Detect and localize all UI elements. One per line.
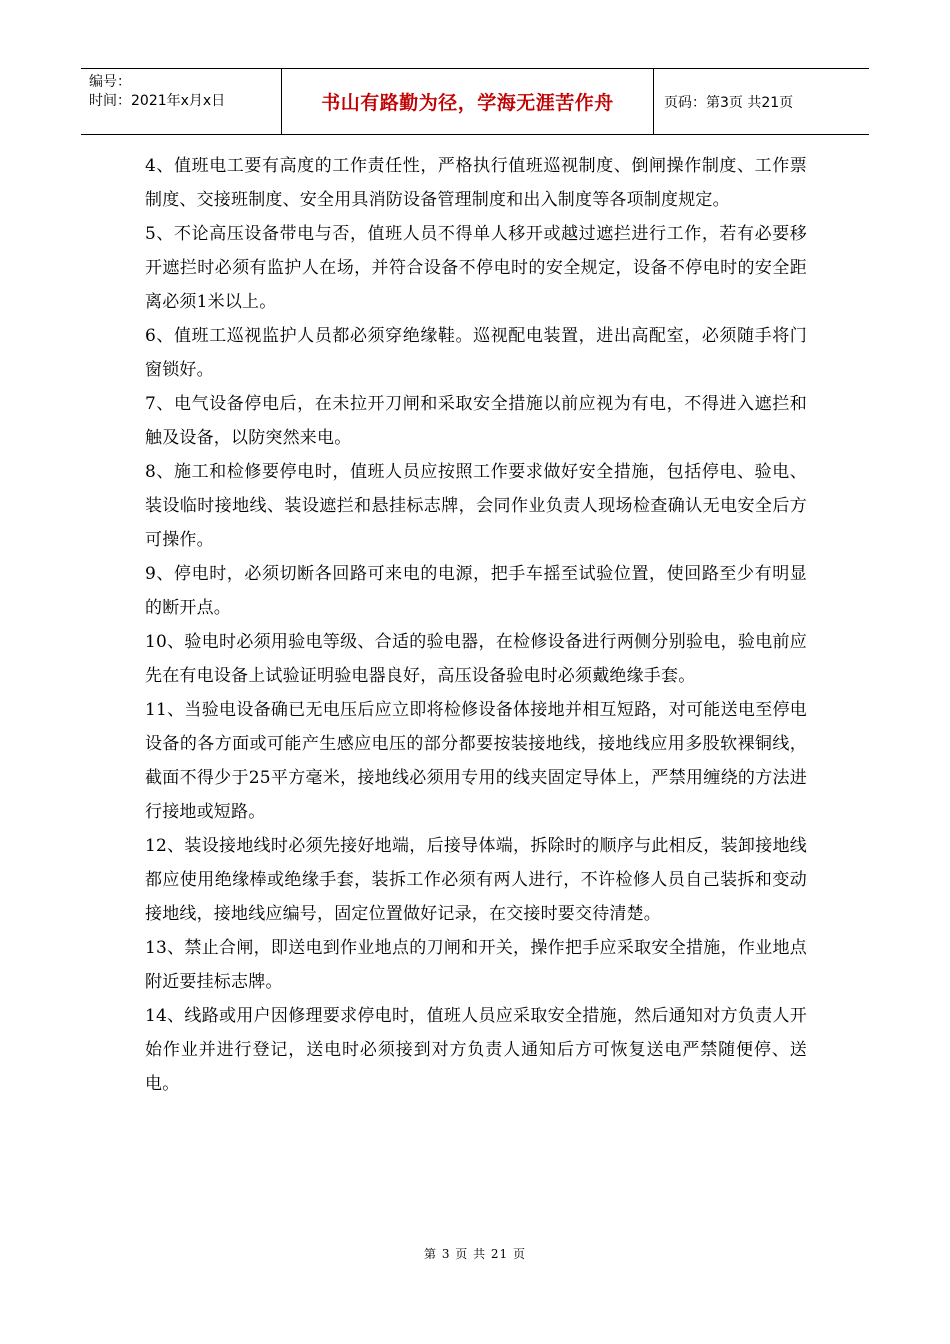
paragraph-14: 14、线路或用户因修理要求停电时，值班人员应采取安全措施，然后通知对方负责人开始作业并进行登记，送电时必须接到对方负责人通知后方可恢复送电严禁随便停、送电。 xyxy=(145,1006,807,1094)
paragraph-9: 9、停电时，必须切断各回路可来电的电源，把手车摇至试验位置，使回路至少有明显的断开点。 xyxy=(145,564,807,618)
page-footer: 第 3 页 共 21 页 xyxy=(424,1247,526,1261)
serial-number-label: 编号： xyxy=(89,74,131,90)
paragraph-5: 5、不论高压设备带电与否，值班人员不得单人移开或越过遮拦进行工作，若有必要移开遮拦时必须有监护人在场，并符合设备不停电时的安全规定，设备不停电时的安全距离必须1米以上。 xyxy=(145,224,807,312)
paragraph-7: 7、电气设备停电后，在未拉开刀闸和采取安全措施以前应视为有电，不得进入遮拦和触及设备，以防突然来电。 xyxy=(145,394,807,448)
paragraph-13: 13、禁止合闸，即送电到作业地点的刀闸和开关，操作把手应采取安全措施，作业地点附近要挂标志牌。 xyxy=(145,938,807,992)
date-label: 时间：2021年x月x日 xyxy=(89,93,226,109)
header-page-info: 页码：第3页 共21页 xyxy=(664,94,794,111)
header-meta xyxy=(81,69,282,134)
paragraph-4: 4、值班电工要有高度的工作责任性，严格执行值班巡视制度、倒闸操作制度、工作票制度、交接班制度、安全用具消防设备管理制度和出入制度等各项制度规定。 xyxy=(145,156,807,210)
paragraph-6: 6、值班工巡视监护人员都必须穿绝缘鞋。巡视配电装置，进出高配室，必须随手将门窗锁好。 xyxy=(145,326,807,380)
paragraph-10: 10、验电时必须用验电等级、合适的验电器，在检修设备进行两侧分别验电，验电前应先在有电设备上试验证明验电器良好，高压设备验电时必须戴绝缘手套。 xyxy=(145,632,807,686)
paragraph-11: 11、当验电设备确已无电压后应立即将检修设备体接地并相互短路，对可能送电至停电设备的各方面或可能产生感应电压的部分都要按装接地线，接地线应用多股软裸铜线，截面不得少于25平方毫米，接地线必须用专用的线夹固定导体上，严禁用缠绕的方法进行接地或短路。 xyxy=(145,700,807,822)
page-header xyxy=(81,68,869,135)
document-body xyxy=(145,149,807,1101)
header-motto-cell xyxy=(282,69,654,134)
header-motto: 书山有路勤为径，学海无涯苦作舟 xyxy=(321,92,614,114)
paragraph-12: 12、装设接地线时必须先接好地端，后接导体端，拆除时的顺序与此相反，装卸接地线都应使用绝缘棒或绝缘手套，装拆工作必须有两人进行，不许检修人员自己装拆和变动接地线，接地线应编号，固定位置做好记录，在交接时要交待清楚。 xyxy=(145,836,807,924)
paragraph-8: 8、施工和检修要停电时，值班人员应按照工作要求做好安全措施，包括停电、验电、装设临时接地线、装设遮拦和悬挂标志牌，会同作业负责人现场检查确认无电安全后方可操作。 xyxy=(145,462,807,550)
